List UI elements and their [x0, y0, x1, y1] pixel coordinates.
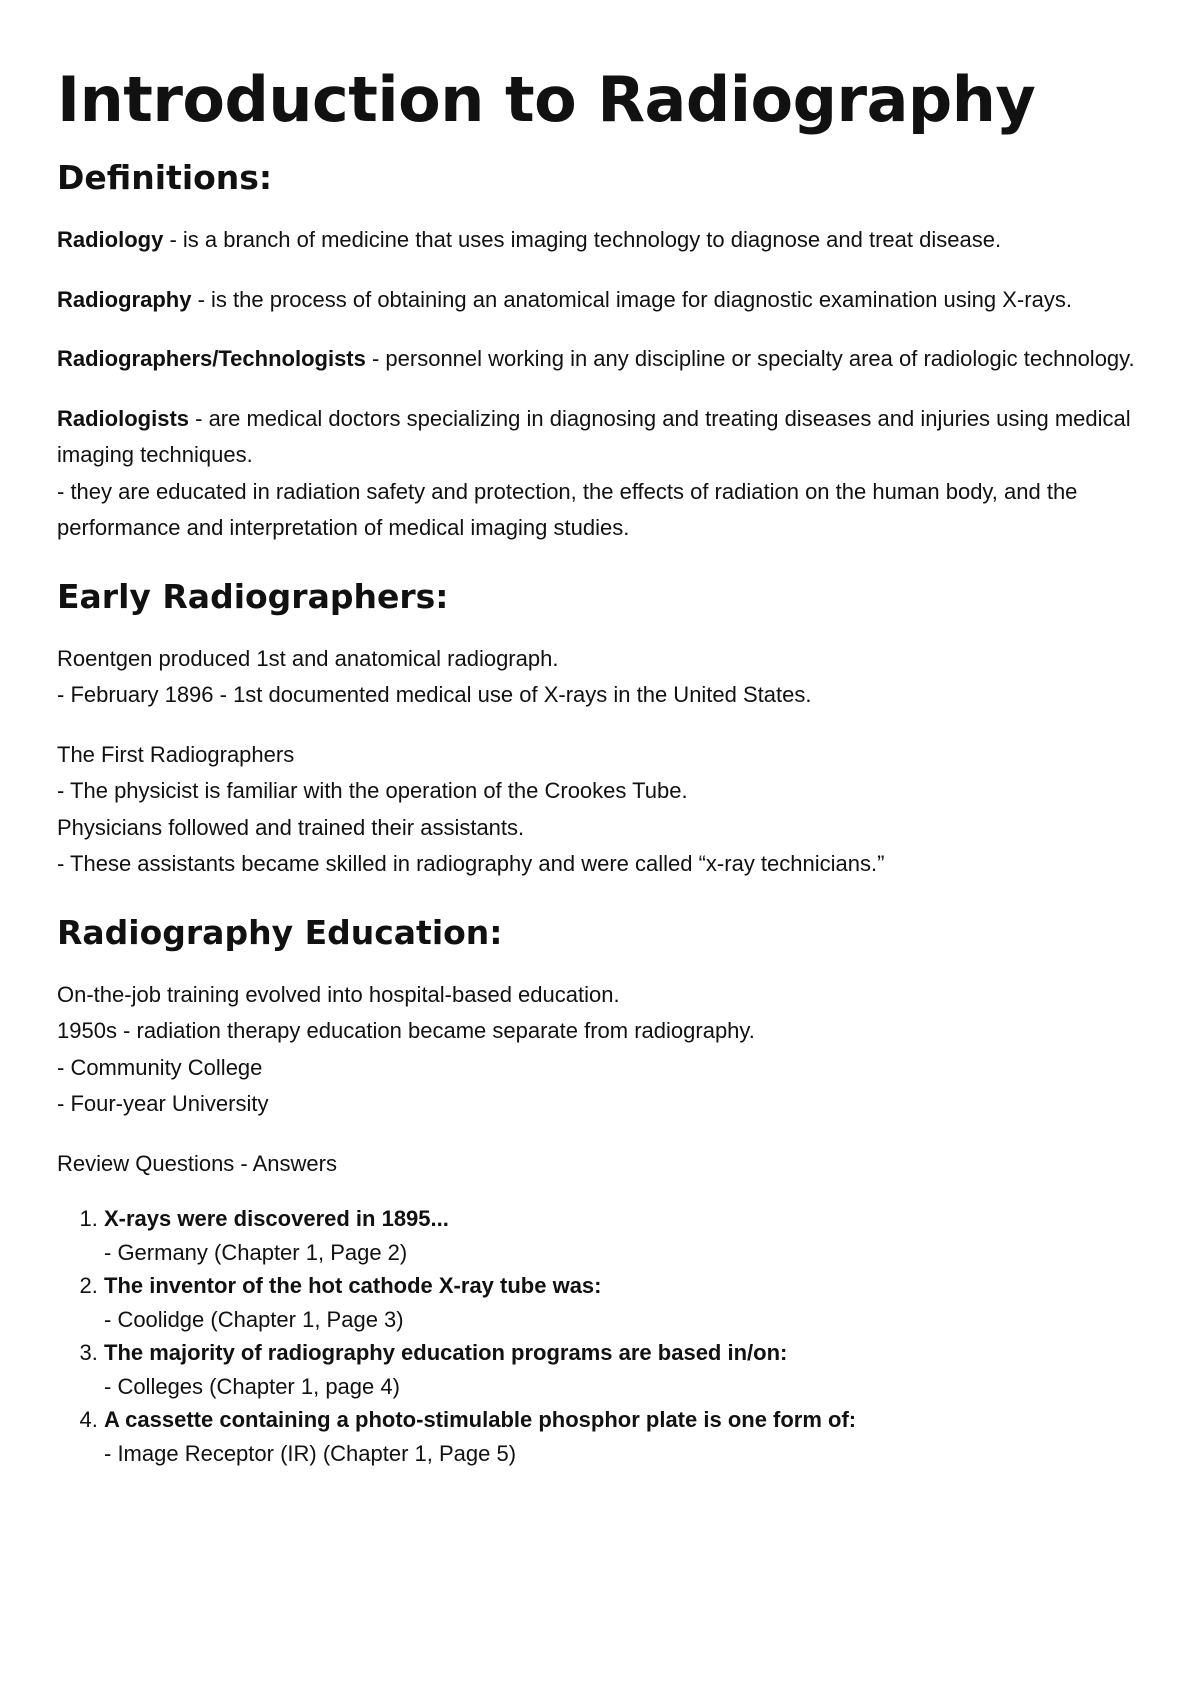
radiologists-extra: - they are educated in radiation safety and protection, the effects of radiation on the human body, and the performance and interpretation of medical imaging studies.	[57, 478, 1078, 540]
education-line: 1950s - radiation therapy education became separate from radiography.	[57, 1018, 755, 1043]
definition-term: Radiology	[57, 227, 164, 252]
early-line: The First Radiographers	[57, 741, 295, 767]
radiography-education-heading: Radiography Education:	[57, 912, 503, 952]
early-line: Physicians followed and trained their assistants.	[57, 814, 525, 840]
answer-text: - Coolidge (Chapter 1, Page 3)	[104, 1306, 404, 1332]
early-line: Roentgen produced 1st and anatomical radiograph.	[57, 645, 559, 671]
answer-text: - Image Receptor (IR) (Chapter 1, Page 5)	[104, 1440, 517, 1466]
question-text: The inventor of the hot cathode X-ray tube was:	[104, 1273, 602, 1298]
definitions-heading: Definitions:	[57, 158, 273, 197]
definition-term: Radiologists	[57, 405, 190, 431]
definition-term: Radiographers/Technologists	[57, 346, 366, 371]
review-questions-label: Review Questions - Answers	[57, 1150, 337, 1176]
definition-radiography	[57, 282, 1143, 319]
list-item	[104, 1269, 1143, 1336]
early-line: - These assistants became skilled in radiography and were called “x-ray technicians.”	[57, 851, 885, 876]
definition-text: - personnel working in any discipline or specialty area of radiologic technology.	[365, 346, 1135, 371]
list-item	[104, 1202, 1143, 1269]
education-line: - Four-year University	[57, 1091, 269, 1116]
question-text: X-rays were discovered in 1895...	[104, 1206, 449, 1231]
education-line: - Community College	[57, 1054, 263, 1080]
early-radiographers-heading: Early Radiographers:	[57, 576, 449, 616]
answer-text: - Colleges (Chapter 1, page 4)	[104, 1373, 400, 1399]
list-item	[104, 1403, 1143, 1470]
early-line: - February 1896 - 1st documented medical use of X-rays in the United States.	[57, 682, 812, 707]
list-item	[104, 1336, 1143, 1403]
answer-text: - Germany (Chapter 1, Page 2)	[104, 1239, 408, 1265]
definition-text: - is a branch of medicine that uses imaging technology to diagnose and treat disease.	[163, 227, 1002, 252]
definition-text: - are medical doctors specializing in diagnosing and treating diseases and injuries using medical imaging techniques.	[57, 405, 1131, 467]
early-line: - The physicist is familiar with the operation of the Crookes Tube.	[57, 778, 688, 803]
definition-radiology	[57, 222, 1143, 259]
question-text: A cassette containing a photo-stimulable phosphor plate is one form of:	[104, 1407, 857, 1432]
definition-term: Radiography	[57, 286, 192, 312]
definition-text: - is the process of obtaining an anatomical image for diagnostic examination using X-rays.	[191, 286, 1072, 312]
review-questions-list	[57, 1202, 1143, 1470]
definition-radiographers	[57, 341, 1143, 378]
education-line: On-the-job training evolved into hospital-based education.	[57, 981, 620, 1007]
definition-radiologists	[57, 401, 1143, 474]
question-text: The majority of radiography education programs are based in/on:	[104, 1340, 788, 1365]
page-title: Introduction to Radiography	[57, 63, 1036, 136]
